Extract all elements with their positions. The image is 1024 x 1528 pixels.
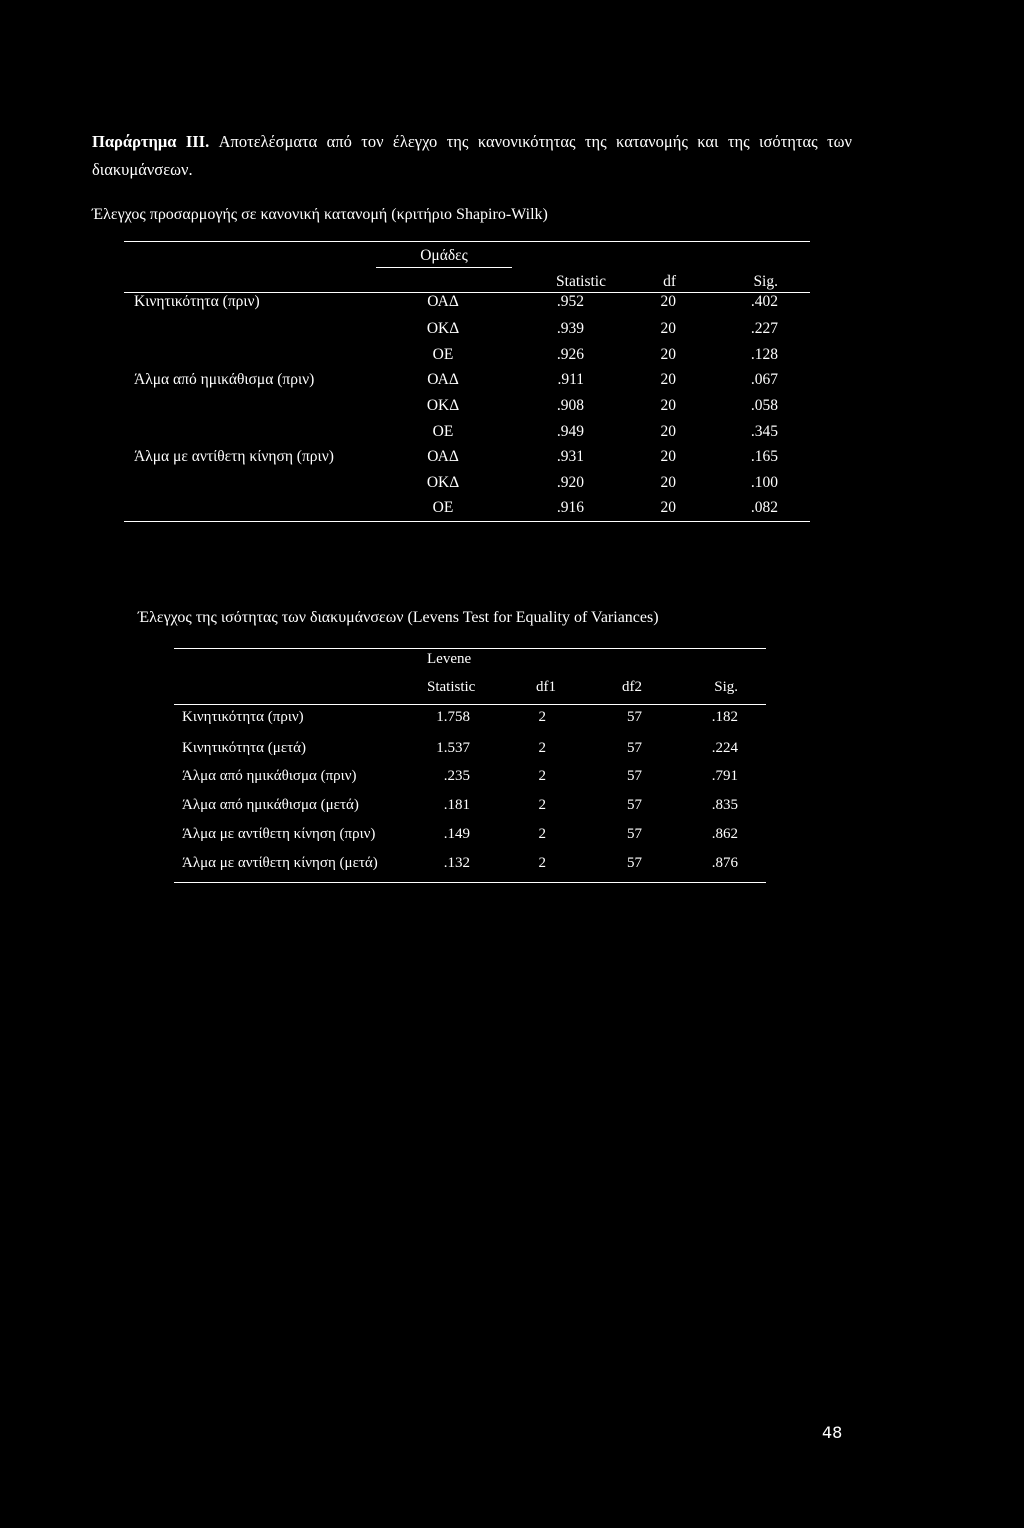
levene-variable-cell: Κινητικότητα (μετά) <box>182 740 307 756</box>
normality-df-cell: 20 <box>660 371 676 388</box>
levene-df2-cell: 57 <box>627 740 642 756</box>
normality-col-statistic: Statistic <box>556 273 606 290</box>
levene-bottom-rule <box>174 882 766 883</box>
levene-sig-cell: .182 <box>711 709 738 725</box>
levene-df1-cell: 2 <box>538 826 546 842</box>
levene-variable-cell: Άλμα με αντίθετη κίνηση (πριν) <box>182 826 376 842</box>
levene-header-rule <box>174 704 766 705</box>
levene-variable-cell: Άλμα με αντίθετη κίνηση (μετά) <box>182 855 378 871</box>
levene-df1-cell: 2 <box>538 797 546 813</box>
levene-col-df1: df1 <box>536 679 556 695</box>
levene-variable-cell: Άλμα από ημικάθισμα (πριν) <box>182 768 357 784</box>
normality-statistic-cell: .911 <box>557 371 584 388</box>
normality-df-cell: 20 <box>660 423 676 440</box>
normality-group-cell: ΟΕ <box>432 499 454 516</box>
levene-top-rule <box>174 648 766 649</box>
levene-col-statistic: Statistic <box>427 679 476 695</box>
levene-statistic-cell: .132 <box>443 855 470 871</box>
normality-statistic-cell: .908 <box>556 397 584 414</box>
normality-df-cell: 20 <box>660 397 676 414</box>
normality-group-cell: ΟΚΔ <box>426 474 460 491</box>
normality-sig-cell: .128 <box>750 346 778 363</box>
levene-col-df2: df2 <box>622 679 642 695</box>
normality-variable-cell: Κινητικότητα (πριν) <box>134 293 260 310</box>
normality-col-df: df <box>663 273 676 290</box>
levene-variable-cell: Άλμα από ημικάθισμα (μετά) <box>182 797 359 813</box>
normality-group-cell: ΟΕ <box>432 423 454 440</box>
levene-df1-cell: 2 <box>538 855 546 871</box>
levene-sig-cell: .876 <box>711 855 738 871</box>
normality-statistic-cell: .952 <box>556 293 584 310</box>
normality-df-cell: 20 <box>660 293 676 310</box>
normality-sig-cell: .165 <box>750 448 778 465</box>
normality-statistic-cell: .931 <box>556 448 584 465</box>
normality-df-cell: 20 <box>660 346 676 363</box>
levene-sig-cell: .862 <box>711 826 738 842</box>
levene-statistic-cell: .235 <box>443 768 470 784</box>
normality-statistic-cell: .939 <box>556 320 584 337</box>
normality-top-rule <box>124 241 810 242</box>
normality-group-cell: ΟΕ <box>432 346 454 363</box>
normality-sig-cell: .227 <box>750 320 778 337</box>
levene-col-sig: Sig. <box>714 679 738 695</box>
normality-variable-cell: Άλμα από ημικάθισμα (πριν) <box>134 371 315 388</box>
levene-variable-cell: Κινητικότητα (πριν) <box>182 709 304 725</box>
normality-df-cell: 20 <box>660 320 676 337</box>
normality-sig-cell: .058 <box>750 397 778 414</box>
normality-statistic-cell: .920 <box>556 474 584 491</box>
levene-sig-cell: .835 <box>711 797 738 813</box>
normality-col-sig: Sig. <box>753 273 778 290</box>
normality-group-cell: ΟΑΔ <box>427 448 459 465</box>
levene-df2-cell: 57 <box>627 826 642 842</box>
normality-group-header: Ομάδες <box>420 247 468 264</box>
levene-statistic-cell: .149 <box>443 826 470 842</box>
levene-sig-cell: .791 <box>711 768 738 784</box>
normality-df-cell: 20 <box>660 499 676 516</box>
normality-bottom-rule <box>124 521 810 522</box>
normality-group-cell: ΟΚΔ <box>426 320 460 337</box>
normality-group-cell: ΟΚΔ <box>426 397 460 414</box>
normality-statistic-cell: .916 <box>556 499 584 516</box>
normality-sig-cell: .082 <box>750 499 778 516</box>
levene-statistic-cell: .181 <box>443 797 470 813</box>
normality-sig-cell: .402 <box>750 293 778 310</box>
normality-statistic-cell: .926 <box>556 346 584 363</box>
levene-df2-cell: 57 <box>627 797 642 813</box>
normality-statistic-cell: .949 <box>556 423 584 440</box>
levene-df1-cell: 2 <box>538 768 546 784</box>
levene-statistic-cell: 1.537 <box>436 740 470 756</box>
levene-statistic-cell: 1.758 <box>436 709 470 725</box>
appendix-heading <box>92 128 852 184</box>
levene-df2-cell: 57 <box>627 855 642 871</box>
normality-sig-cell: .345 <box>750 423 778 440</box>
normality-sig-cell: .067 <box>750 371 778 388</box>
levene-header-line1: Levene <box>427 651 472 667</box>
levene-df1-cell: 2 <box>538 740 546 756</box>
normality-df-cell: 20 <box>660 474 676 491</box>
normality-title: Έλεγχος προσαρμογής σε κανονική κατανομή (κριτήριο Shapiro-Wilk) <box>92 206 548 223</box>
appendix-text: Αποτελέσματα από τον έλεγχο της κανονικότητας της κατανομής και της ισότητας των διακυμάνσεων. <box>92 132 853 179</box>
normality-variable-cell: Άλμα με αντίθετη κίνηση (πριν) <box>134 448 334 465</box>
normality-group-cell: ΟΑΔ <box>427 293 459 310</box>
normality-group-cell: ΟΑΔ <box>427 371 459 388</box>
levene-df2-cell: 57 <box>627 768 642 784</box>
levene-df1-cell: 2 <box>538 709 546 725</box>
page-number: 48 <box>822 1423 843 1442</box>
levene-title: Έλεγχος της ισότητας των διακυμάνσεων (Levens Test for Equality of Variances) <box>138 609 659 626</box>
normality-df-cell: 20 <box>660 448 676 465</box>
normality-group-underline <box>376 267 512 268</box>
normality-sig-cell: .100 <box>750 474 778 491</box>
levene-sig-cell: .224 <box>711 740 738 756</box>
appendix-label: Παράρτημα III. <box>92 132 210 151</box>
levene-df2-cell: 57 <box>627 709 642 725</box>
